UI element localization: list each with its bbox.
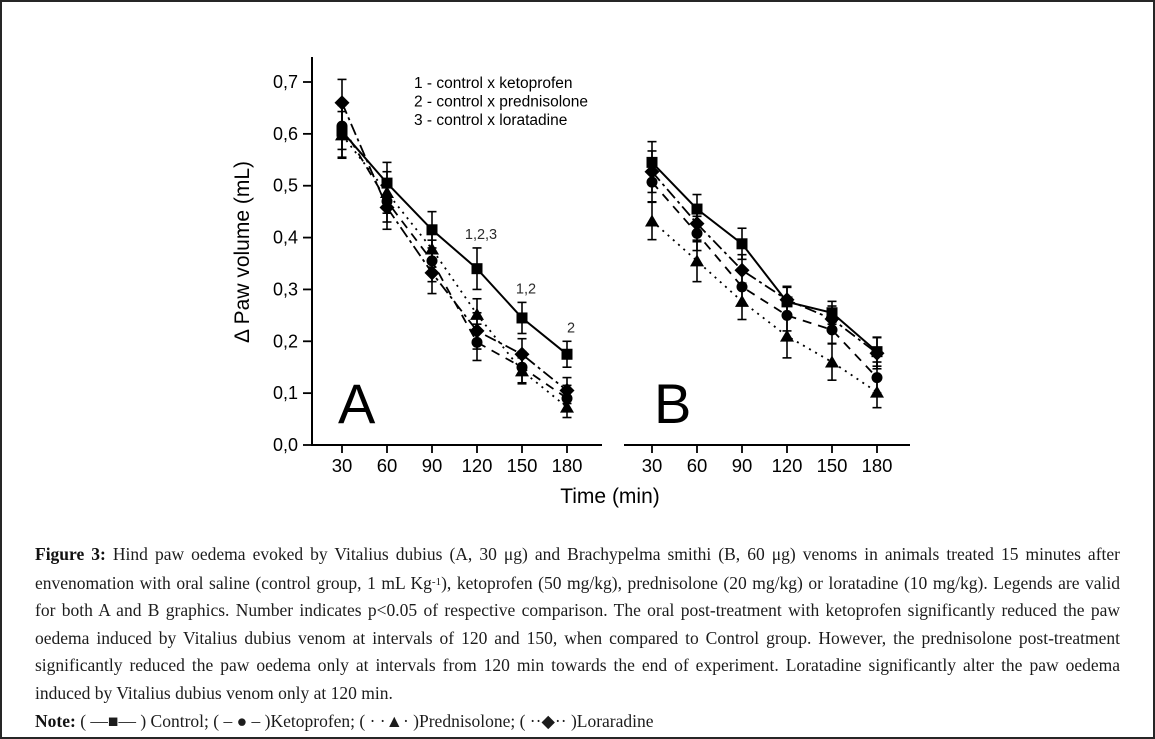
series-control: [337, 105, 576, 367]
caption-text-2: ), ketoprofen (50 mg/kg), prednisolone (20 mg/kg) or loratadine (10 mg/kg). Legends are valid for both A and B graphics. Number indicates p<0.05 of respective comparison. The oral post-treatment with ketoprofen significantly reduced the paw oedema induced by Vitalius dubius venom at intervals of 120 and 150, when compared to Control group. However, the prednisolone post-treatment significantly reduced the paw oedema only at intervals from 120 min towards the end of experiment. Loratadine significantly alter the paw oedema induced by Vitalius dubius venom only at 120 min.: [35, 572, 1120, 703]
significance-annotation: 1,2,3: [464, 226, 498, 243]
x-tick-label: 60: [376, 455, 398, 476]
x-tick-label: 120: [771, 455, 803, 476]
note-text: ( —■— ) Control; ( – ● – )Ketoprofen; ( · ·▲· )Prednisolone; ( ··◆·· )Loraradine: [75, 710, 654, 731]
marker-diamond: [335, 95, 350, 110]
marker-square: [562, 349, 573, 360]
dual-line-chart: [2, 2, 1155, 517]
panel-letter-B: B: [654, 372, 692, 435]
caption-superscript: -1: [431, 575, 442, 588]
x-tick-label: 180: [861, 455, 893, 476]
panel-A: [231, 57, 602, 476]
series-line: [342, 131, 567, 354]
x-tick-label: 150: [506, 455, 538, 476]
panel-letter-A: A: [338, 372, 376, 435]
x-tick-label: 60: [686, 455, 708, 476]
marker-diamond: [425, 265, 440, 280]
marker-triangle: [645, 214, 659, 226]
y-tick-label: 0,0: [272, 435, 298, 455]
y-tick-label: 0,5: [272, 175, 298, 196]
y-axis-title: Δ Paw volume (mL): [231, 160, 254, 344]
series-loratadine: [645, 151, 885, 369]
marker-square: [517, 312, 528, 323]
series-line: [652, 172, 877, 354]
x-axis-title: Time (min): [560, 485, 660, 508]
marker-triangle: [825, 356, 839, 368]
y-tick-label: 0,2: [272, 331, 298, 352]
series-line: [342, 126, 567, 398]
y-tick-label: 0,1: [272, 383, 298, 404]
marker-triangle: [690, 254, 704, 266]
note-label: Note:: [35, 710, 76, 731]
series-control: [647, 142, 883, 367]
marker-diamond: [560, 383, 575, 398]
significance-annotation: 1,2: [515, 281, 537, 298]
x-tick-label: 180: [551, 455, 583, 476]
significance-annotation: 2: [566, 320, 576, 337]
marker-square: [472, 263, 483, 274]
x-tick-label: 30: [331, 455, 353, 476]
y-tick-label: 0,7: [272, 72, 298, 92]
series-ketoprofen: [647, 162, 883, 393]
series-line: [652, 162, 877, 351]
y-tick-label: 0,6: [272, 123, 298, 144]
x-tick-label: 90: [421, 455, 443, 476]
legend-line: 2 - control x prednisolone: [414, 93, 589, 111]
figure-caption: [35, 541, 1120, 708]
caption-text-1: Hind paw oedema evoked by Vitalius dubius (A, 30 μg) and Brachypelma smithi (B, 60 μg) venoms in animals treated 15 minutes after envenomation with oral saline (control group, 1 mL Kg: [35, 544, 1120, 593]
panel-B: [624, 142, 910, 476]
marker-triangle: [780, 330, 794, 342]
x-tick-label: 30: [641, 455, 663, 476]
figure-note: [35, 708, 1120, 736]
x-tick-label: 150: [816, 455, 848, 476]
series-ketoprofen: [337, 103, 576, 412]
marker-triangle: [870, 386, 884, 398]
series-line: [342, 135, 567, 407]
marker-diamond: [470, 323, 485, 338]
legend-line: 3 - control x loratadine: [414, 112, 568, 129]
figure-label: Figure 3:: [35, 544, 106, 564]
chart-area: [2, 2, 1155, 517]
y-tick-label: 0,3: [272, 279, 298, 300]
legend-line: 1 - control x ketoprofen: [414, 75, 573, 92]
marker-square: [737, 238, 748, 249]
x-tick-label: 120: [461, 455, 493, 476]
series-line: [652, 221, 877, 392]
series-line: [342, 103, 567, 391]
x-tick-label: 90: [731, 455, 753, 476]
y-tick-label: 0,4: [272, 227, 298, 248]
